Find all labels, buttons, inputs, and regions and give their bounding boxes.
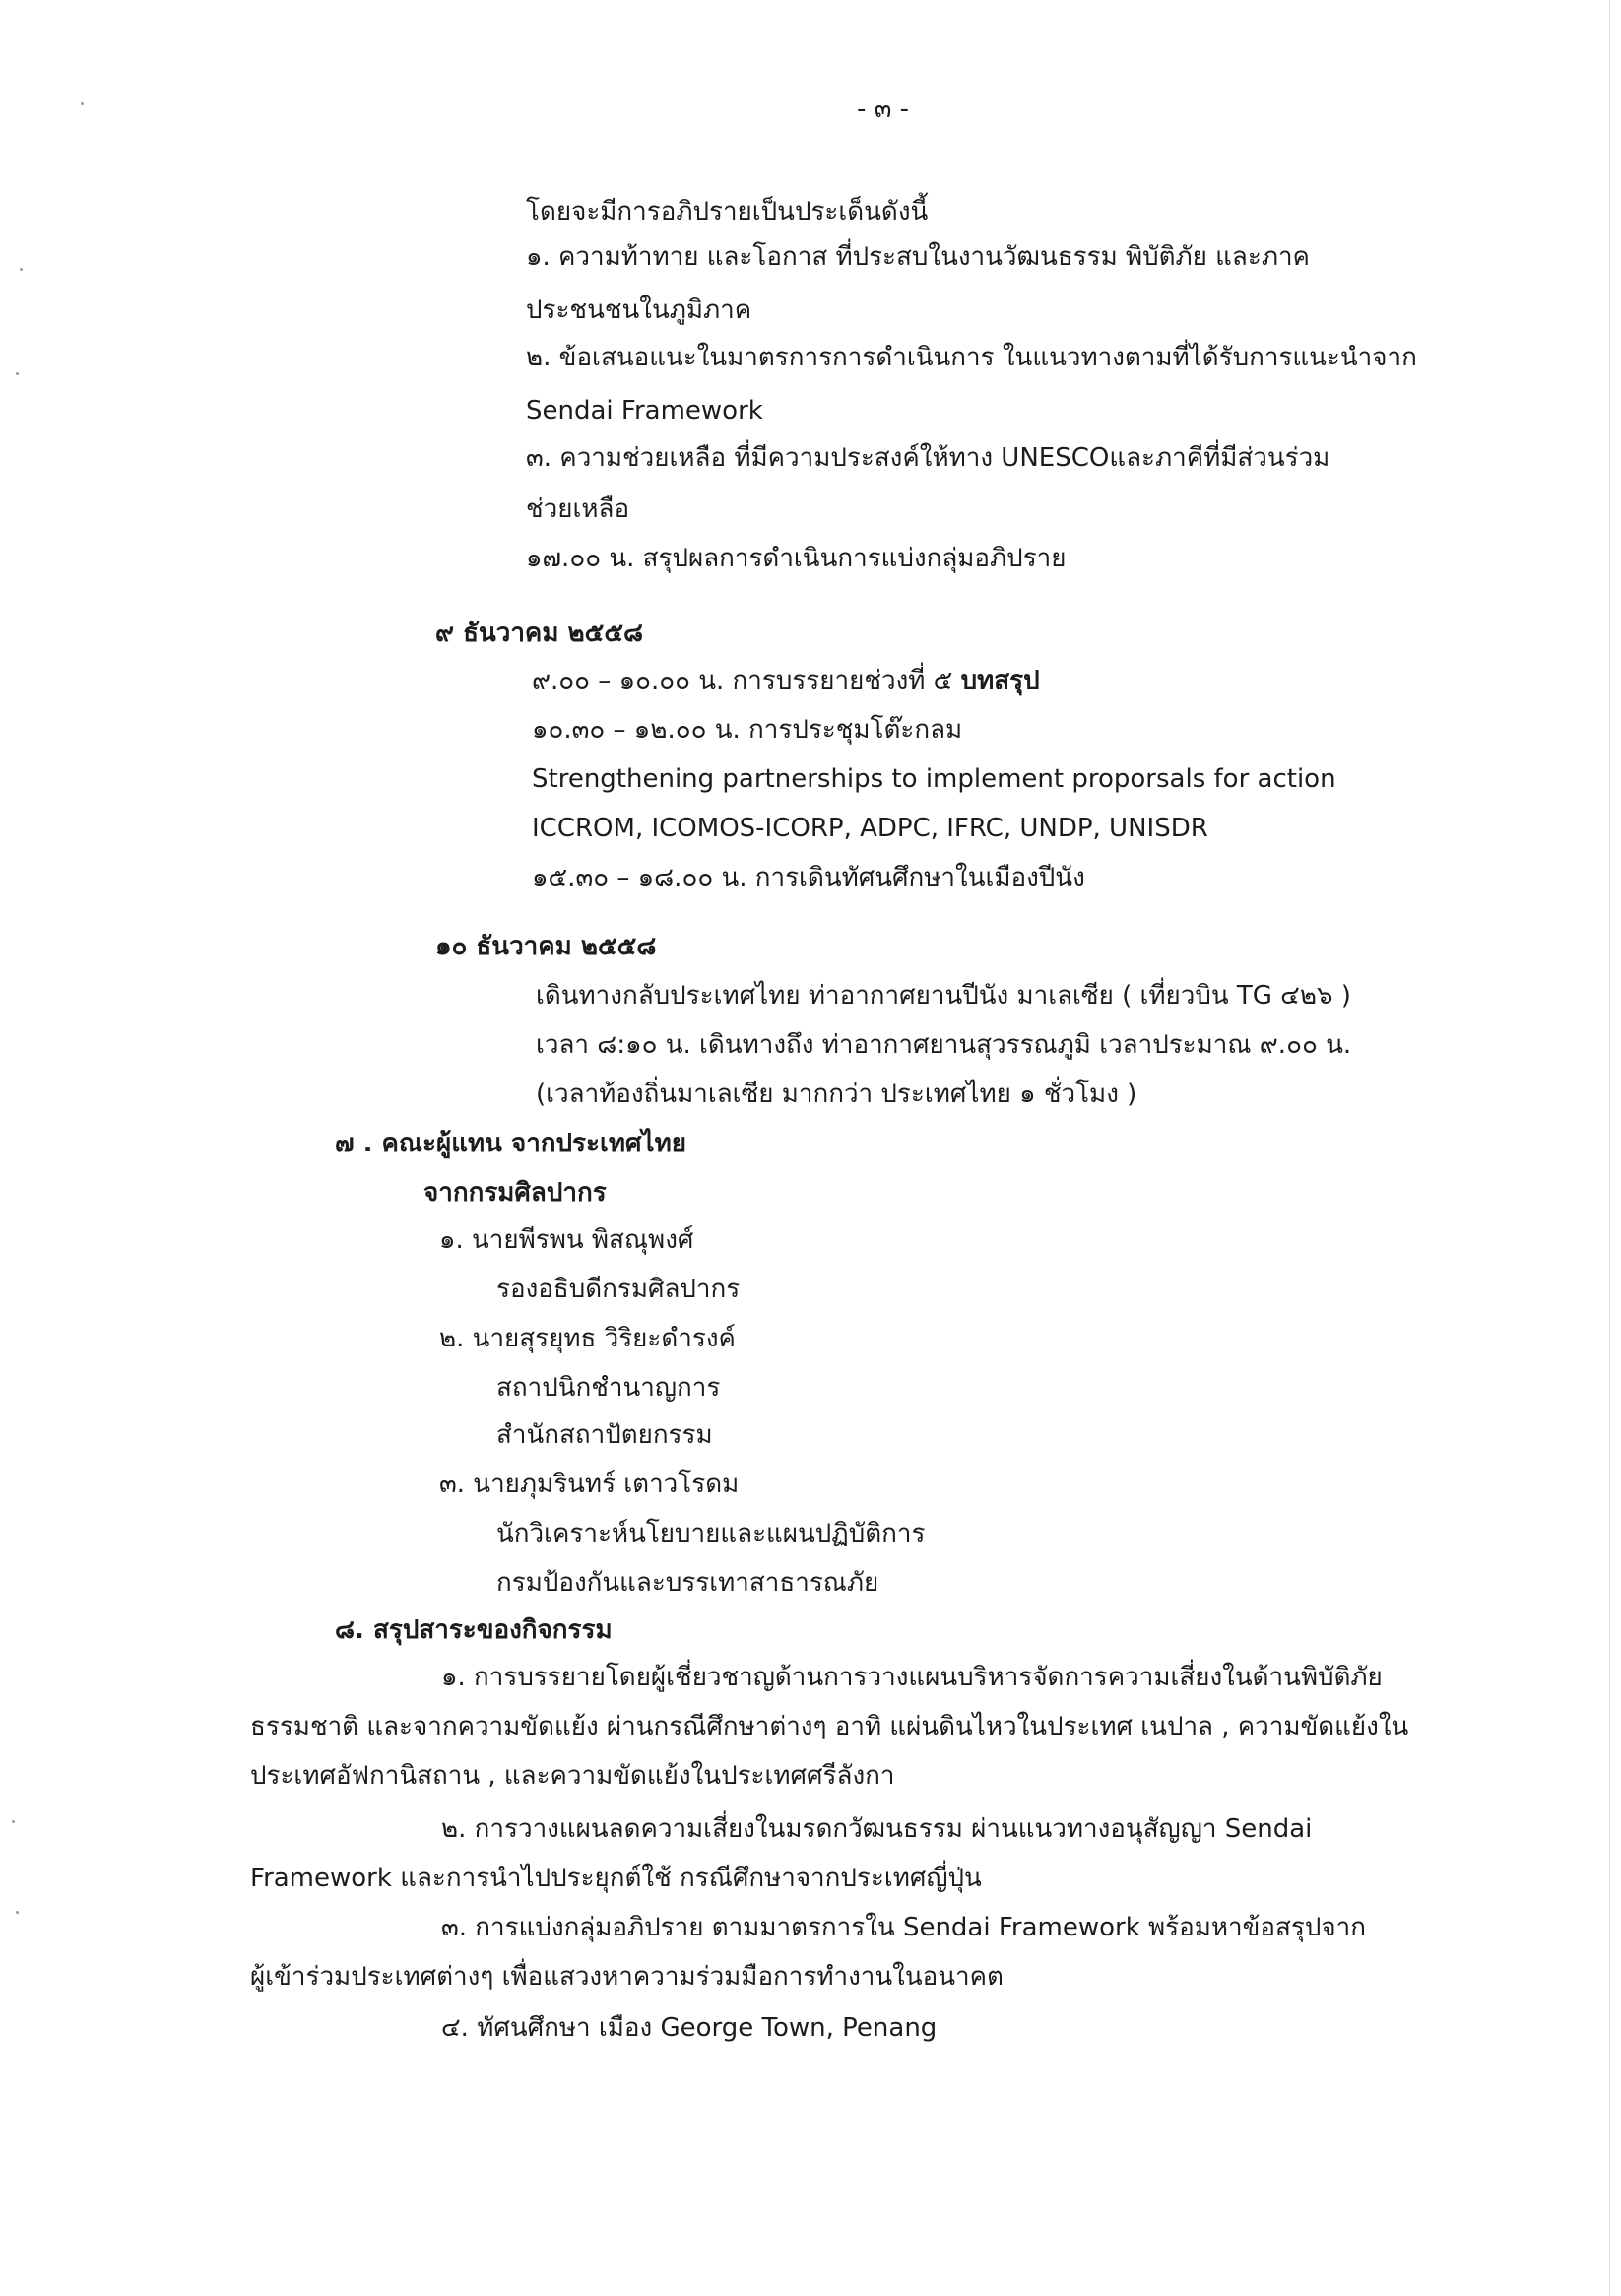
day10-heading: ๑๐ ธันวาคม ๒๕๕๘ <box>435 932 657 961</box>
intro-item: ประชนชนในภูมิภาค <box>526 295 752 325</box>
member-name: ๓. นายภุมรินทร์ เตาวโรดม <box>439 1470 740 1499</box>
day9-session3: ๑๕.๓๐ – ๑๘.๐๐ น. การเดินทัศนศึกษาในเมืองปีนัง <box>532 863 1085 892</box>
intro-item: Sendai Framework <box>526 396 763 426</box>
day9-session2: ๑๐.๓๐ – ๑๒.๐๐ น. การประชุมโต๊ะกลม <box>532 715 963 745</box>
member-name: ๑. นายพีรพน พิสณุพงศ์ <box>439 1225 694 1255</box>
intro-item: ๒. ข้อเสนอแนะในมาตรการการดำเนินการ ในแนวทางตามที่ได้รับการแนะนำจาก <box>526 343 1417 372</box>
intro-lead: โดยจะมีการอภิปรายเป็นประเด็นดังนี้ <box>526 197 929 227</box>
scan-speck <box>12 1820 15 1823</box>
section8-heading: ๘. สรุปสาระของกิจกรรม <box>335 1615 613 1645</box>
member-role: รองอธิบดีกรมศิลปากร <box>496 1275 741 1304</box>
member-role: กรมป้องกันและบรรเทาสาธารณภัย <box>496 1568 879 1598</box>
scan-speck <box>81 102 84 105</box>
scan-speck <box>16 1911 19 1914</box>
summary-paragraph-line: Framework และการนำไปประยุกต์ใช้ กรณีศึกษาจากประเทศญี่ปุ่น <box>250 1864 982 1893</box>
section7-heading: ๗ . คณะผู้แทน จากประเทศไทย <box>335 1129 686 1158</box>
day9-session1-text: ๙.๐๐ – ๑๐.๐๐ น. การบรรยายช่วงที่ ๕ <box>532 666 961 695</box>
member-name: ๒. นายสุรยุทธ วิริยะดำรงค์ <box>439 1324 736 1353</box>
scan-speck <box>16 372 19 375</box>
scan-edge-line <box>1609 0 1610 2296</box>
member-role: สำนักสถาปัตยกรรม <box>496 1420 713 1450</box>
summary-paragraph-line: ๑. การบรรยายโดยผู้เชี่ยวชาญด้านการวางแผนบริหารจัดการความเสี่ยงในด้านพิบัติภัย <box>441 1663 1383 1692</box>
intro-item: ๑. ความท้าทาย และโอกาส ที่ประสบในงานวัฒนธรรม พิบัติภัย และภาค <box>526 242 1310 272</box>
member-role: นักวิเคราะห์นโยบายและแผนปฏิบัติการ <box>496 1519 926 1548</box>
summary-paragraph-line: ผู้เข้าร่วมประเทศต่างๆ เพื่อแสวงหาความร่วมมือการทำงานในอนาคต <box>250 1962 1004 1992</box>
scan-speck <box>20 268 23 271</box>
day9-heading: ๙ ธันวาคม ๒๕๕๘ <box>435 619 644 648</box>
summary-paragraph-line: ๓. การแบ่งกลุ่มอภิปราย ตามมาตรการใน Sendai Framework พร้อมหาข้อสรุปจาก <box>441 1913 1366 1942</box>
summary-paragraph-line: ๒. การวางแผนลดความเสี่ยงในมรดกวัฒนธรรม ผ่านแนวทางอนุสัญญา Sendai <box>441 1814 1313 1844</box>
section7-subheading: จากกรมศิลปากร <box>423 1178 607 1208</box>
intro-item: ช่วยเหลือ <box>526 494 630 524</box>
intro-item: ๑๗.๐๐ น. สรุปผลการดำเนินการแบ่งกลุ่มอภิปราย <box>526 544 1067 573</box>
day9-session2-title: Strengthening partnerships to implement proporsals for action <box>532 764 1336 794</box>
member-role: สถาปนิกชำนาญการ <box>496 1373 721 1403</box>
summary-paragraph-line: ๔. ทัศนศึกษา เมือง George Town, Penang <box>441 2013 938 2043</box>
day9-session1 <box>532 666 1040 696</box>
summary-paragraph-line: ธรรมชาติ และจากความขัดแย้ง ผ่านกรณีศึกษาต่างๆ อาทิ แผ่นดินไหวในประเทศ เนปาล , ความขัดแย้งใน <box>250 1712 1409 1741</box>
day9-session1-bold: บทสรุป <box>960 666 1040 695</box>
day10-line: เดินทางกลับประเทศไทย ท่าอากาศยานปีนัง มาเลเซีย ( เที่ยวบิน TG ๔๒๖ ) <box>536 981 1351 1011</box>
day9-session2-orgs: ICCROM, ICOMOS-ICORP, ADPC, IFRC, UNDP, UNISDR <box>532 814 1208 843</box>
day10-line: เวลา ๘:๑๐ น. เดินทางถึง ท่าอากาศยานสุวรรณภูมิ เวลาประมาณ ๙.๐๐ น. <box>536 1030 1352 1060</box>
summary-paragraph-line: ประเทศอัฟกานิสถาน , และความขัดแย้งในประเทศศรีลังกา <box>250 1761 895 1791</box>
page-number: - ๓ - <box>857 95 910 124</box>
day10-line: (เวลาท้องถิ่นมาเลเซีย มากกว่า ประเทศไทย ๑ ชั่วโมง ) <box>536 1080 1137 1109</box>
intro-item: ๓. ความช่วยเหลือ ที่มีความประสงค์ให้ทาง UNESCOและภาคีที่มีส่วนร่วม <box>526 443 1330 473</box>
